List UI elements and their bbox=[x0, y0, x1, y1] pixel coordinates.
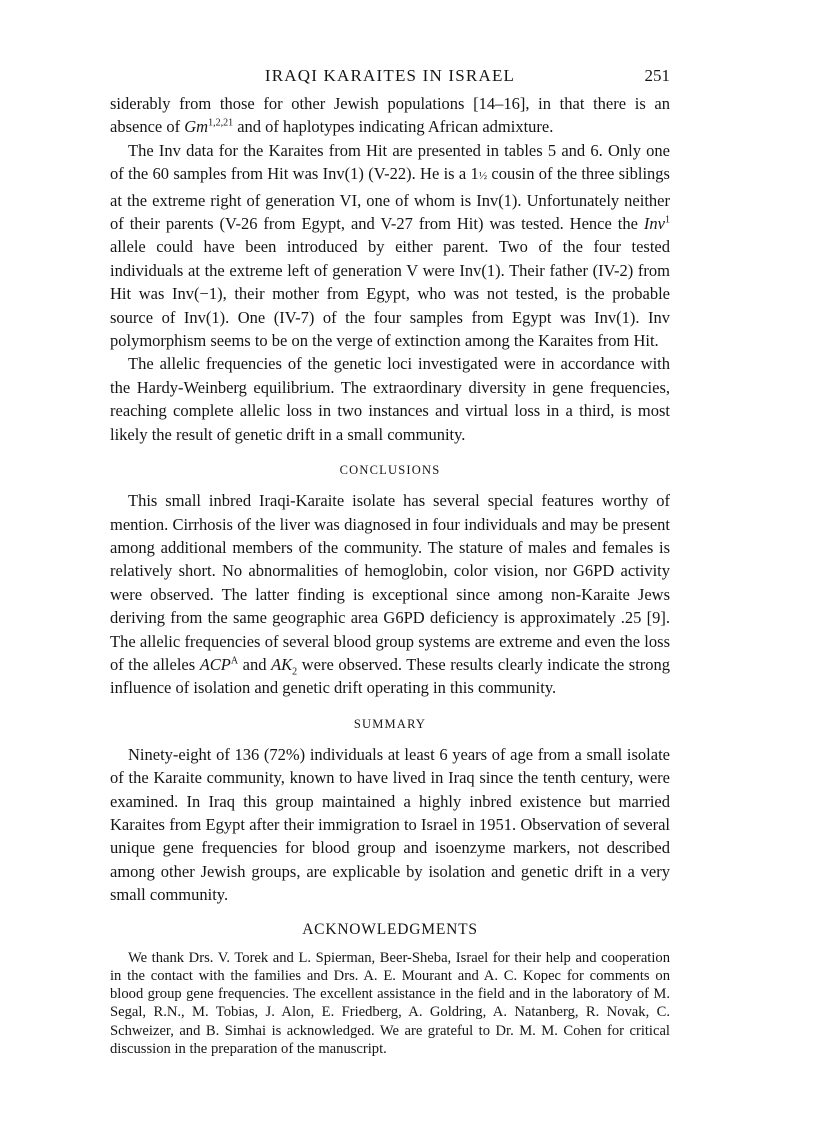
ak-symbol: AK bbox=[271, 654, 293, 674]
page bbox=[110, 64, 670, 1058]
acknowledgments-paragraph: We thank Drs. V. Torek and L. Spierman, Beer-Sheba, Israel for their help and cooperation in the contact with the families and Drs. A. E. Mourant and A. C. Kopec for comments on blood group gene frequencies. The excellent assistance in the field and in the laboratory of M. Segal, R.N., M. Tobias, J. Alon, E. Friedberg, A. Goldring, A. Natanberg, R. Novak, C. Schweizer, and B. Simhai is acknowledged. We are grateful to Dr. M. M. Cohen for critical discussion in the preparation of the manuscript. bbox=[110, 949, 670, 1058]
summary-paragraph: Ninety-eight of 136 (72%) individuals at least 6 years of age from a small isolate of the Karaite community, known to have lived in Iraq since the tenth century, were examined. In Iraq this group maintained a highly inbred existence but married Karaites from Egypt after their immigration to Israel in 1951. Observation of several unique gene frequencies for blood group and isoenzyme markers, not described among other Jewish groups, are explicable by isolation and genetic drift in a very small community. bbox=[110, 744, 670, 905]
running-title: IRAQI KARAITES IN ISRAEL bbox=[264, 66, 516, 85]
gm-superscript: 1,2,21 bbox=[208, 117, 234, 129]
inv-symbol: Inv bbox=[643, 214, 665, 234]
gm-symbol: Gm bbox=[184, 117, 209, 137]
inv-superscript: 1 bbox=[665, 214, 670, 226]
summary-heading: SUMMARY bbox=[353, 716, 427, 731]
body-paragraph-3: The allelic frequencies of the genetic loci investigated were in accordance with the Hardy-Weinberg equilibrium. The extraordinary diversity in gene frequencies, reaching complete allelic loss in two instances and virtual loss in a third, is most likely the result of genetic drift in a small community. bbox=[110, 354, 670, 444]
conclusions-paragraph: This small inbred Iraqi-Karaite isolate has several special features worthy of mention. Cirrhosis of the liver was diagnosed in four individuals and may be present among additional members of the community. The stature of males and females is relatively short. No abnormalities of hemoglobin, color vision, nor G6PD activity were observed. The latter finding is exceptional since among non-Karaite Jews deriving from the same geographic area G6PD deficiency is approximately .25 [9]. The allelic frequencies of several blood group systems are extreme and even the loss of the alleles $ACP^A$ and $AK_2$ were observed. These results clearly indicate the strong influence of isolation and genetic drift operating in this community. bbox=[110, 491, 671, 698]
running-head bbox=[110, 64, 670, 92]
ak-subscript: 2 bbox=[292, 666, 298, 678]
body-paragraph-2: The Inv data for the Karaites from Hit are presented in tables 5 and 6. Only one of the 60 samples from Hit was Inv(1) (V-22). He is a 1½ cousin of the three siblings at the extreme right of generation VI, one of whom is Inv(1). Unfortunately neither of their parents (V-26 from Egypt, and V-27 from Hit) was tested. Hence the Inv$^1$ allele could have been introduced by either parent. Two of the four tested individuals at the extreme left of generation V were Inv(1). Their father (IV-2) from Hit was Inv(−1), their mother from Egypt, who was not tested, is the probable source of Inv(1). One (IV-7) of the four samples from Egypt was Inv(1). Inv polymorphism seems to be on the verge of extinction among the Karaites from Hit. bbox=[110, 140, 670, 351]
acp-superscript: A bbox=[230, 655, 239, 667]
fraction: ½ bbox=[478, 170, 488, 183]
page-number: 251 bbox=[644, 66, 670, 85]
acknowledgments-heading: ACKNOWLEDGMENTS bbox=[302, 920, 478, 938]
acp-symbol: ACP bbox=[199, 654, 231, 674]
conclusions-heading: CONCLUSIONS bbox=[339, 463, 441, 478]
body-paragraph-1: siderably from those for other Jewish populations [14–16], in that there is an absence of Gm$^{1,2,21}$ and of haplotypes indicating African admixture. bbox=[110, 94, 670, 137]
